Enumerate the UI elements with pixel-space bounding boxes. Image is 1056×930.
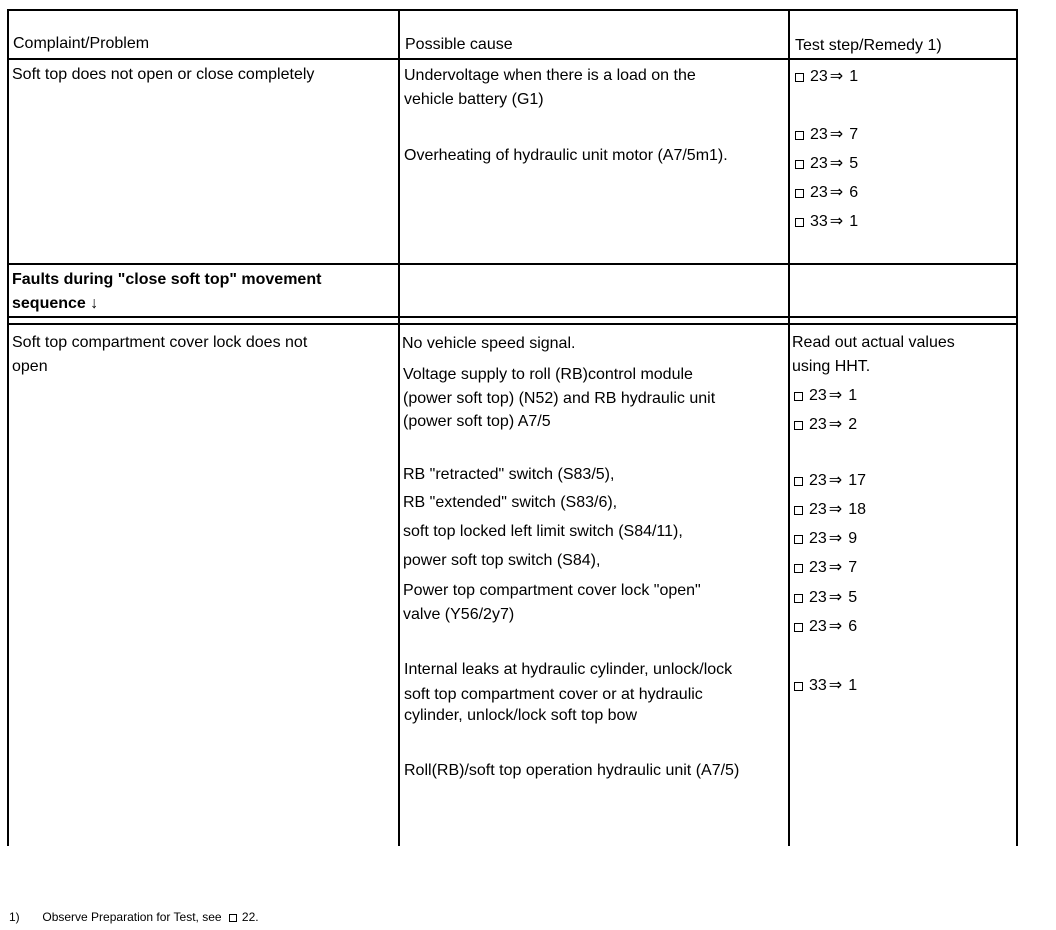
page-ref-icon — [794, 535, 803, 544]
test-step-ref[interactable]: 23 ⇒ 18 — [794, 498, 866, 522]
table-right-border — [1016, 9, 1018, 846]
header-cause: Possible cause — [405, 36, 513, 53]
row2-cause-voltage-line1: Voltage supply to roll (RB)control module — [403, 366, 693, 383]
page-ref-icon — [794, 682, 803, 691]
row1-complaint: Soft top does not open or close completely — [12, 66, 315, 83]
footnote-marker: 1) — [9, 910, 20, 924]
test-step-ref[interactable]: 33 ⇒ 1 — [794, 674, 857, 698]
table-left-border — [7, 9, 9, 846]
header-complaint: Complaint/Problem — [13, 35, 150, 52]
header-remedy: Test step/Remedy 1) — [795, 37, 942, 54]
footnote — [9, 908, 259, 926]
test-step-ref[interactable]: 23 ⇒ 6 — [795, 181, 858, 205]
row2-cause-voltage-line2: (power soft top) (N52) and RB hydraulic unit — [403, 390, 716, 407]
row2-cause-soft-top-switch: power soft top switch (S84), — [403, 552, 601, 569]
footnote-text: Observe Preparation for Test, see — [42, 910, 222, 924]
test-step-ref[interactable]: 23 ⇒ 17 — [794, 469, 866, 493]
row2-top-border — [7, 323, 1017, 325]
row2-complaint-line1: Soft top compartment cover lock does not — [12, 334, 308, 351]
row2-cause-valve-line2: valve (Y56/2y7) — [403, 606, 515, 623]
section-heading-line2: sequence ↓ — [12, 295, 99, 312]
test-step-ref[interactable]: 23 ⇒ 6 — [794, 615, 857, 639]
footnote-ref[interactable]: 22. — [241, 910, 259, 924]
section-heading-line1: Faults during "close soft top" movement — [12, 271, 322, 288]
row2-cause-extended-switch: RB "extended" switch (S83/6), — [403, 494, 618, 511]
test-step-ref[interactable]: 23 ⇒ 5 — [795, 152, 858, 176]
test-step-ref[interactable]: 33 ⇒ 1 — [795, 210, 858, 234]
page-ref-icon — [794, 564, 803, 573]
row2-remedy-line1: Read out actual values — [792, 334, 955, 351]
row2-cause-leaks-line3: cylinder, unlock/lock soft top bow — [404, 707, 638, 724]
page-ref-icon — [794, 506, 803, 515]
test-step-ref[interactable]: 23 ⇒ 1 — [794, 384, 857, 408]
row2-cause-retracted-switch: RB "retracted" switch (S83/5), — [403, 466, 615, 483]
page-ref-icon — [794, 594, 803, 603]
row2-cause-limit-switch: soft top locked left limit switch (S84/11), — [403, 523, 683, 540]
row2-remedy-line2: using HHT. — [792, 358, 871, 375]
row2-cause-voltage-line3: (power soft top) A7/5 — [403, 413, 551, 430]
table-top-border — [7, 9, 1017, 11]
test-step-ref[interactable]: 23 ⇒ 9 — [794, 527, 857, 551]
section-bottom-border — [7, 316, 1017, 318]
row2-cause-leaks-line2: soft top compartment cover or at hydraulic — [404, 686, 703, 703]
page-ref-icon — [795, 73, 804, 82]
row2-cause-valve-line1: Power top compartment cover lock "open" — [403, 582, 701, 599]
page-ref-icon — [795, 131, 804, 140]
row2-cause-hydraulic-unit: Roll(RB)/soft top operation hydraulic unit (A7/5) — [404, 762, 740, 779]
row1-bottom-border — [7, 263, 1017, 265]
page-ref-icon — [794, 421, 803, 430]
row1-cause-b: Overheating of hydraulic unit motor (A7/5m1). — [404, 147, 728, 164]
page-ref-icon — [229, 914, 237, 922]
page-ref-icon — [795, 218, 804, 227]
column-divider-1 — [398, 9, 400, 846]
page-ref-icon — [795, 189, 804, 198]
page-ref-icon — [794, 623, 803, 632]
test-step-ref[interactable]: 23 ⇒ 1 — [795, 65, 858, 89]
test-step-ref[interactable]: 23 ⇒ 7 — [794, 556, 857, 580]
column-divider-2 — [788, 9, 790, 846]
row2-cause-leaks-line1: Internal leaks at hydraulic cylinder, unlock/lock — [404, 661, 733, 678]
header-bottom-border — [7, 58, 1017, 60]
page-ref-icon — [794, 477, 803, 486]
row1-cause-a-line1: Undervoltage when there is a load on the — [404, 67, 696, 84]
test-step-ref[interactable]: 23 ⇒ 2 — [794, 413, 857, 437]
row2-cause-speed-signal: No vehicle speed signal. — [402, 335, 576, 352]
page-ref-icon — [794, 392, 803, 401]
row1-cause-a-line2: vehicle battery (G1) — [404, 91, 544, 108]
page-ref-icon — [795, 160, 804, 169]
row2-complaint-line2: open — [12, 358, 48, 375]
test-step-ref[interactable]: 23 ⇒ 7 — [795, 123, 858, 147]
test-step-ref[interactable]: 23 ⇒ 5 — [794, 586, 857, 610]
